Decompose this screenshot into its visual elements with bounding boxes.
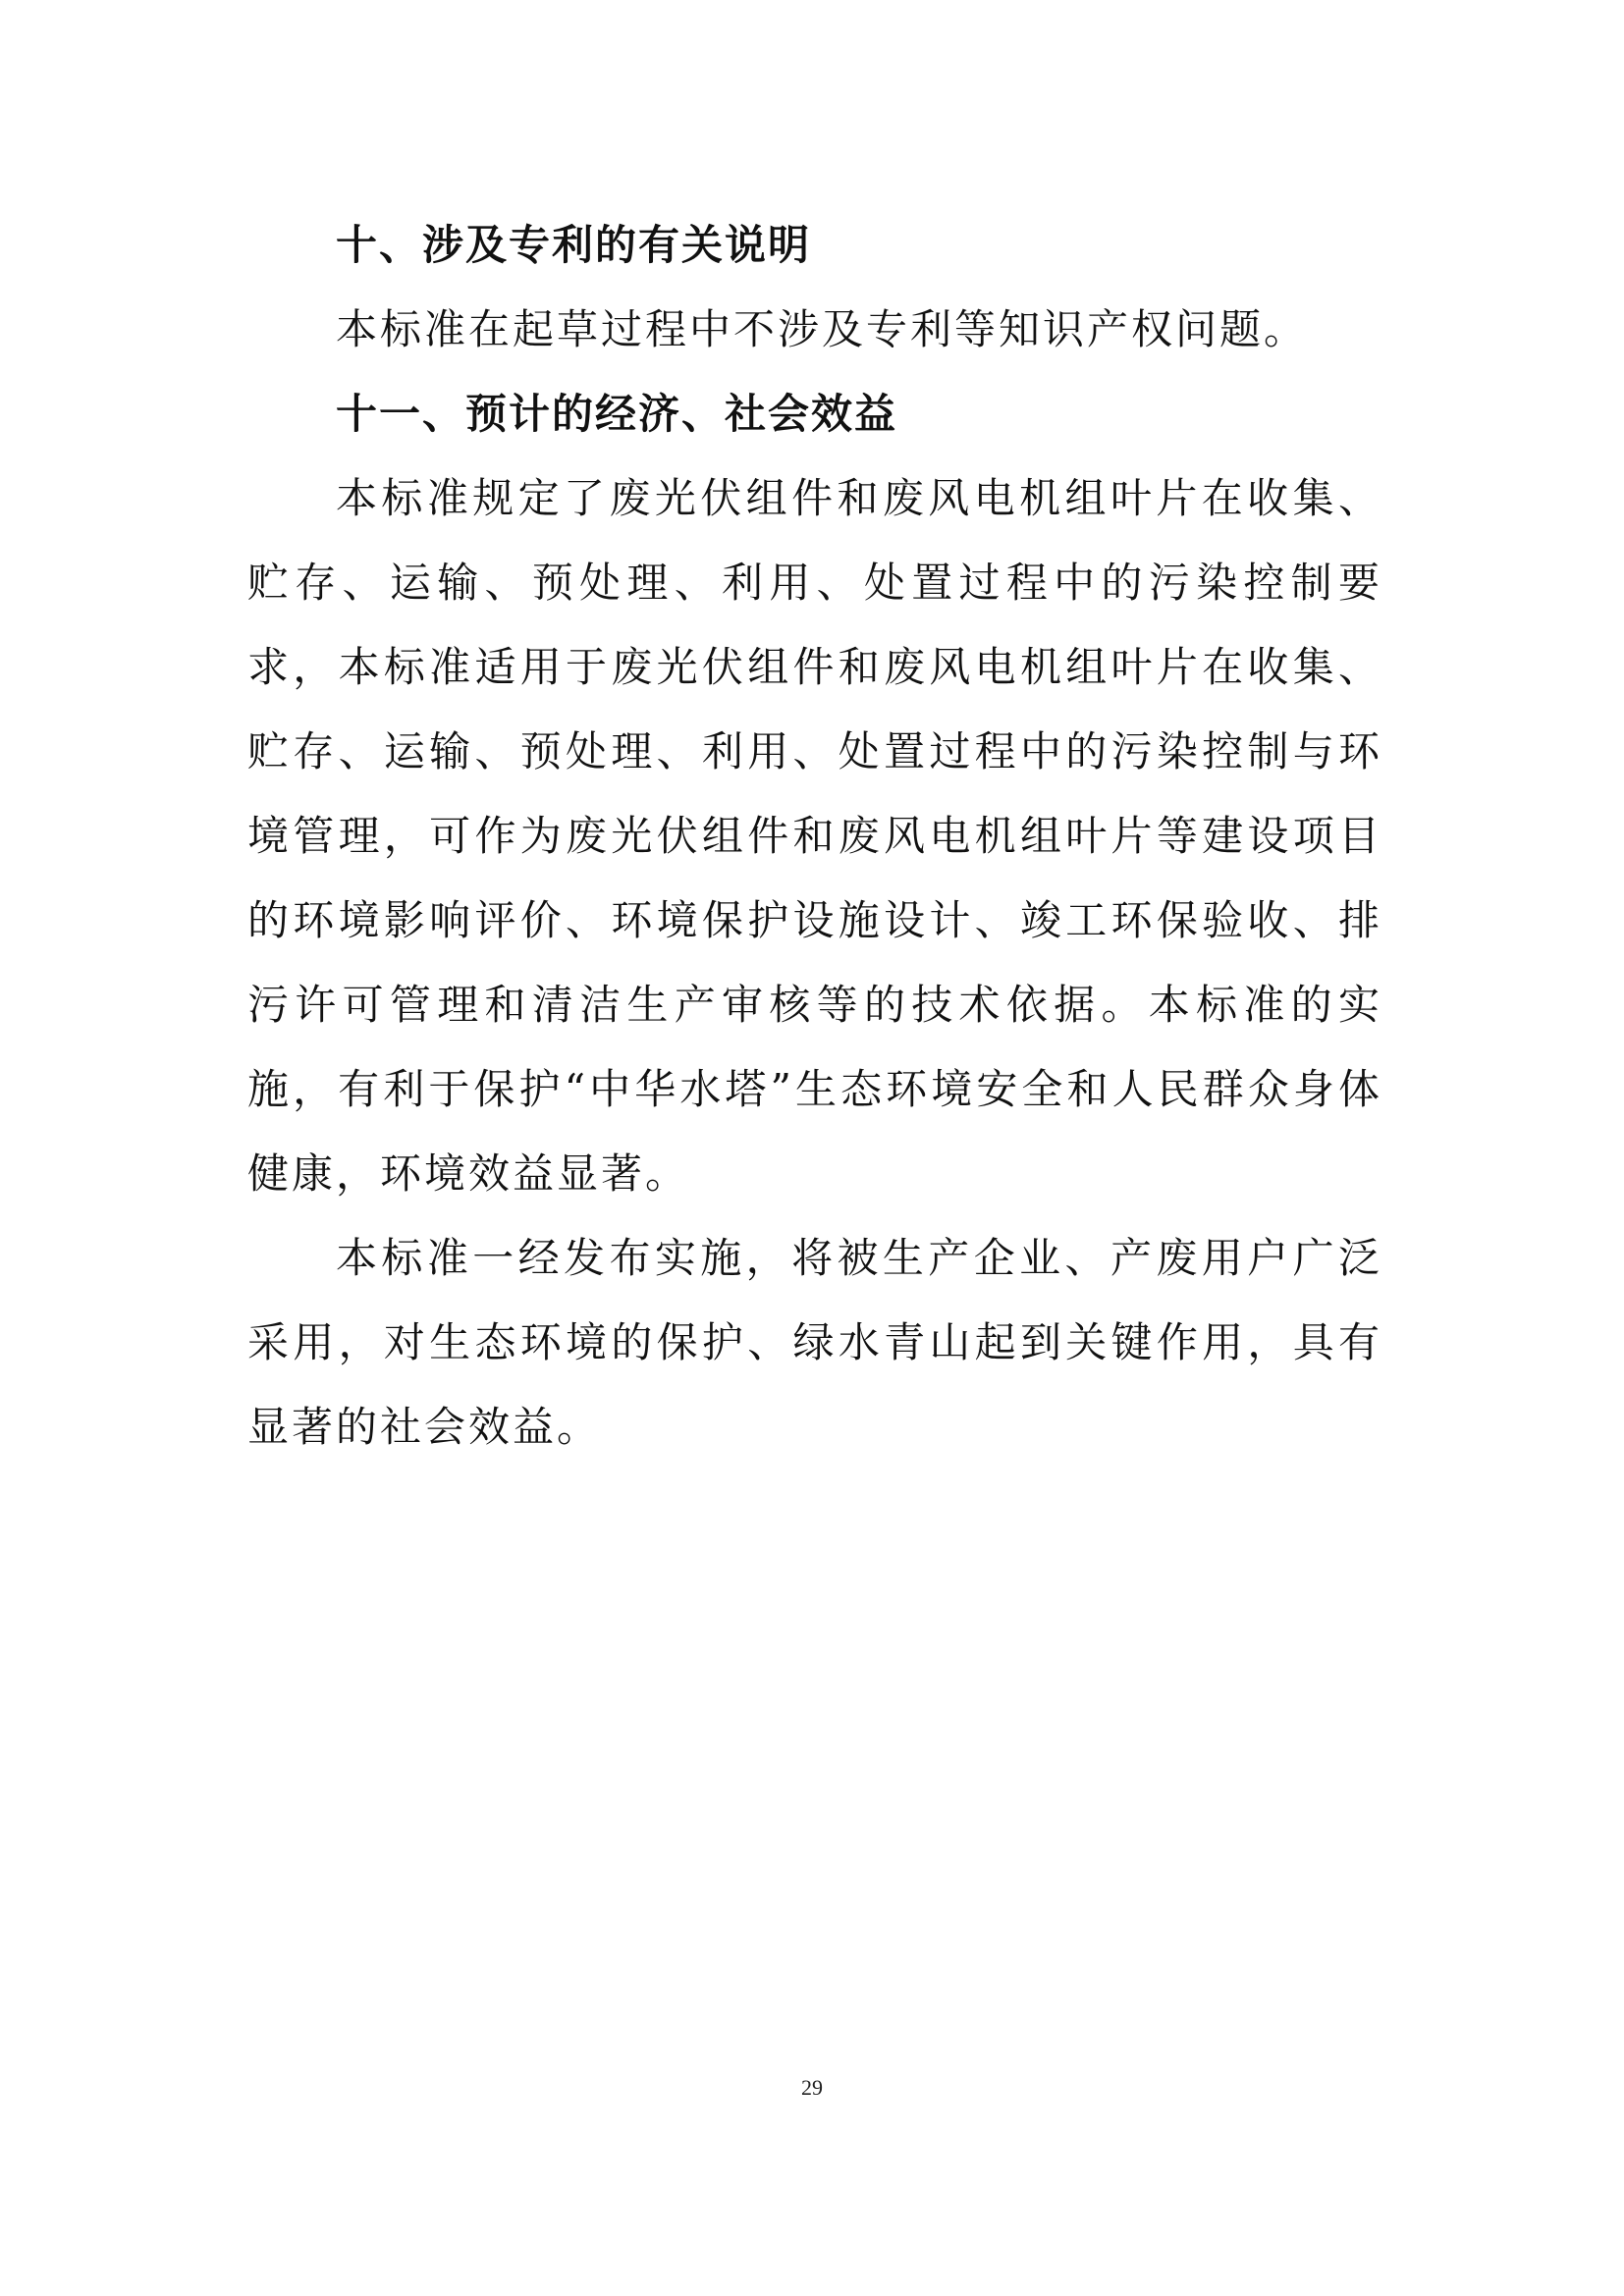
paragraph-patent: 本标准在起草过程中不涉及专利等知识产权问题。 <box>336 305 1309 353</box>
paragraph-benefits-social: 本标准一经发布实施，将被生产企业、产废用户广泛采用，对生态环境的保护、绿水青山起到关键作用，具有显著的社会效益。 <box>247 1234 1382 1451</box>
document-body <box>247 203 1382 1469</box>
paragraph-benefits-scope: 本标准规定了废光伏组件和废风电机组叶片在收集、贮存、运输、预处理、利用、处置过程中的污染控制要求，本标准适用于废光伏组件和废风电机组叶片在收集、贮存、运输、预处理、利用、处置过程中的污染控制与环境管理，可作为废光伏组件和废风电机组叶片等建设项目的环境影响评价、环境保护设施设计、竣工环保验收、排污许可管理和清洁生产审核等的技术依据。本标准的实施，有利于保护“中华水塔”生态环境安全和人民群众身体健康，环境效益显著。 <box>247 474 1382 1198</box>
page-number: 29 <box>801 2075 823 2100</box>
section-heading-benefits: 十一、预计的经济、社会效益 <box>336 390 898 438</box>
section-heading-patent: 十、涉及专利的有关说明 <box>336 221 812 269</box>
